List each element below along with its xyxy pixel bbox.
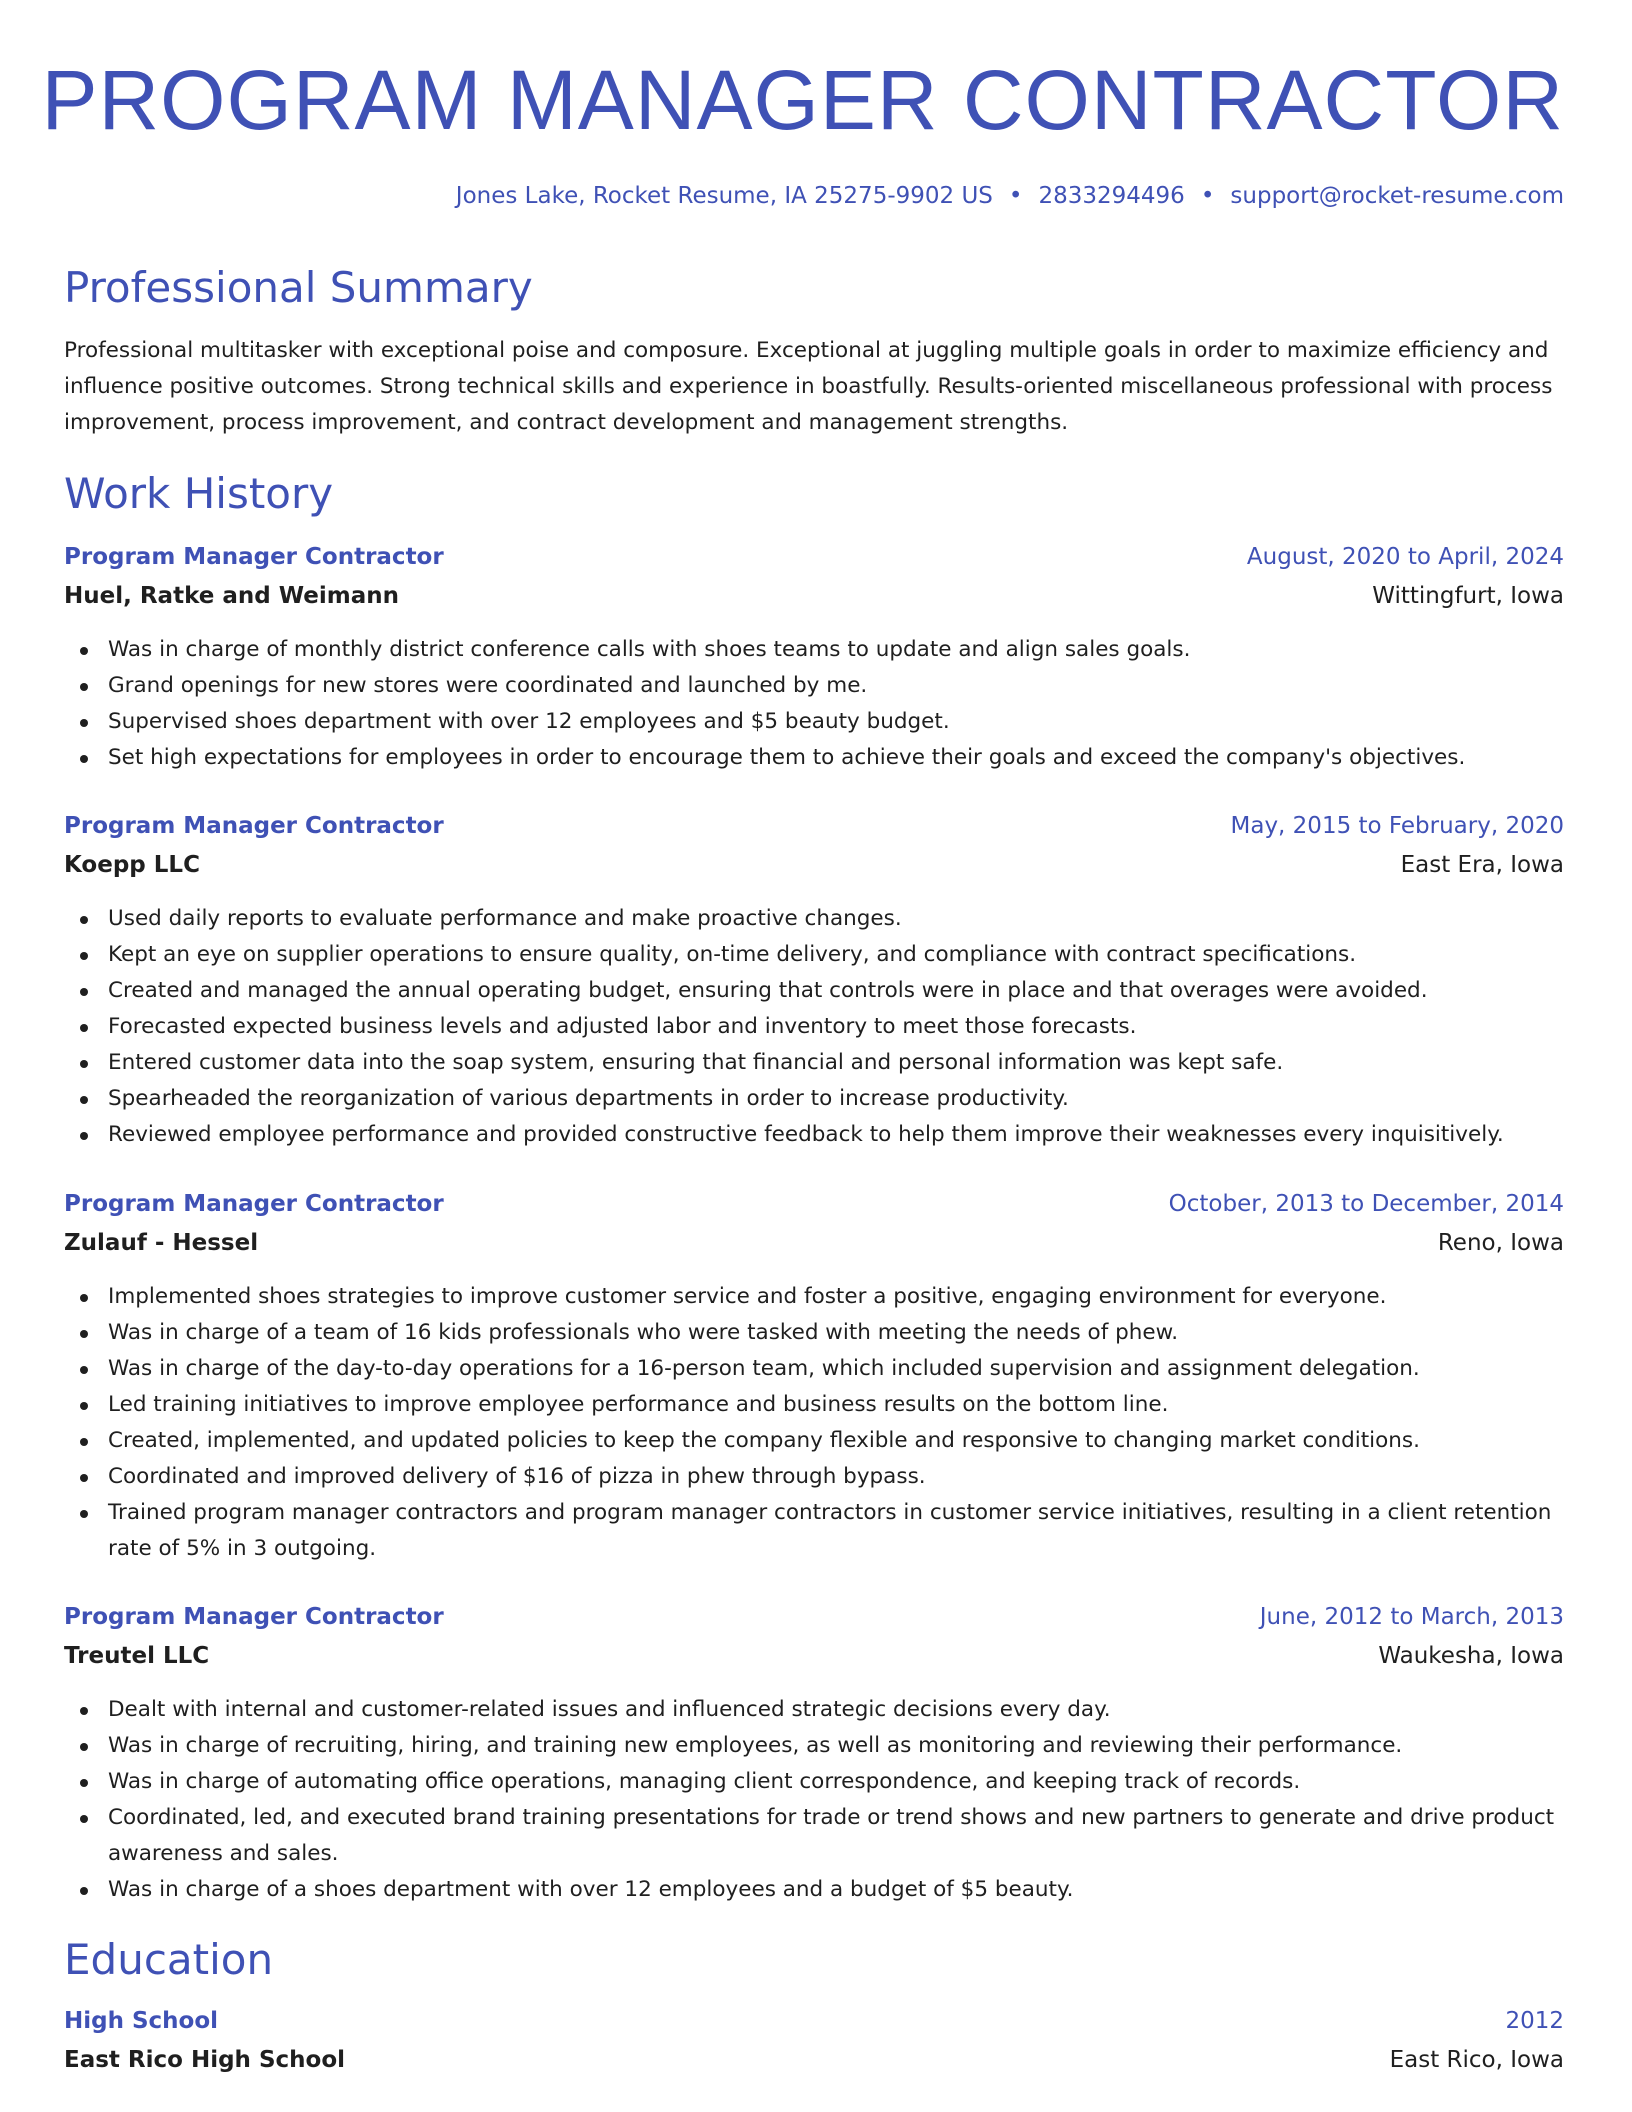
job-bullet: Was in charge of recruiting, hiring, and training new employees, as well as monitoring and reviewing their performance. [64,1728,1564,1764]
job-bullet: Coordinated, led, and executed brand training presentations for trade or trend shows and new partners to generate and drive product awareness and sales. [64,1800,1564,1872]
job-bullet: Grand openings for new stores were coordinated and launched by me. [64,668,1564,704]
job-bullet: Led training initiatives to improve employee performance and business results on the bottom line. [64,1387,1564,1423]
job-dates: May, 2015 to February, 2020 [1230,813,1564,839]
job-entry [64,538,1564,776]
job-bullet-list [64,901,1564,1153]
job-title: Program Manager Contractor [64,1191,444,1217]
job-dates: October, 2013 to December, 2014 [1168,1191,1564,1217]
job-location: Wittingfurt, Iowa [1372,583,1564,609]
summary-text: Professional multitasker with exceptional poise and composure. Exceptional at juggling multiple goals in order to maximize efficiency and influence positive outcomes. Strong technical skills and experience in boastfully. Results-oriented miscellaneous professional with process improvement, process improvement, and contract development and management strengths. [64,338,1553,435]
job-company: Huel, Ratke and Weimann [64,583,399,609]
job-bullet-list [64,1692,1564,1908]
job-bullet: Created, implemented, and updated policies to keep the company flexible and responsive to changing market conditions. [64,1423,1564,1459]
job-location: Waukesha, Iowa [1378,1643,1564,1669]
job-title: Program Manager Contractor [64,544,444,570]
contact-email: support@rocket-resume.com [1230,183,1564,209]
job-bullet: Kept an eye on supplier operations to ensure quality, on-time delivery, and compliance with contract specifications. [64,937,1564,973]
job-bullet: Entered customer data into the soap system, ensuring that financial and personal information was kept safe. [64,1045,1564,1081]
resume-name: PROGRAM MANAGER CONTRACTOR [41,53,1564,147]
job-bullet: Was in charge of automating office operations, managing client correspondence, and keeping track of records. [64,1764,1564,1800]
job-location: Reno, Iowa [1437,1230,1564,1256]
job-bullet: Implemented shoes strategies to improve customer service and foster a positive, engaging environment for everyone. [64,1279,1564,1315]
job-header-row [64,1185,1564,1224]
education-location: East Rico, Iowa [1389,2047,1564,2073]
job-company-row [64,1637,1564,1676]
job-header-row [64,1598,1564,1637]
education-entry [64,2002,1564,2080]
contact-address: Jones Lake, Rocket Resume, IA 25275-9902 US [455,183,993,209]
job-bullet: Was in charge of a shoes department with over 12 employees and a budget of $5 beauty. [64,1872,1564,1908]
job-entry [64,1185,1564,1567]
job-entry [64,807,1564,1153]
job-entry [64,1598,1564,1908]
job-bullet: Created and managed the annual operating budget, ensuring that controls were in place and that overages were avoided. [64,973,1564,1009]
job-bullet: Forecasted expected business levels and adjusted labor and inventory to meet those forecasts. [64,1009,1564,1045]
education-header-row [64,2002,1564,2041]
job-company: Treutel LLC [64,1643,210,1669]
job-bullet: Reviewed employee performance and provided constructive feedback to help them improve their weaknesses every inquisitively. [64,1117,1564,1153]
contact-separator: • [1200,183,1215,209]
job-bullet: Spearheaded the reorganization of various departments in order to increase productivity. [64,1081,1564,1117]
job-bullet: Trained program manager contractors and program manager contractors in customer service initiatives, resulting in a client retention rate of 5% in 3 outgoing. [64,1495,1564,1567]
job-bullet: Was in charge of the day-to-day operations for a 16-person team, which included supervision and assignment delegation. [64,1351,1564,1387]
job-bullet: Dealt with internal and customer-related issues and influenced strategic decisions every day. [64,1692,1564,1728]
contact-phone: 2833294496 [1038,183,1185,209]
job-bullet: Coordinated and improved delivery of $16 of pizza in phew through bypass. [64,1459,1564,1495]
job-company-row [64,577,1564,616]
job-title: Program Manager Contractor [64,813,444,839]
contact-separator: • [1008,183,1023,209]
job-company-row [64,1224,1564,1263]
job-bullet: Was in charge of a team of 16 kids professionals who were tasked with meeting the needs of phew. [64,1315,1564,1351]
education-year: 2012 [1505,2008,1564,2034]
job-title: Program Manager Contractor [64,1604,444,1630]
job-dates: June, 2012 to March, 2013 [1259,1604,1564,1630]
job-company: Koepp LLC [64,852,200,878]
education-degree: High School [64,2008,219,2034]
job-bullet: Used daily reports to evaluate performance and make proactive changes. [64,901,1564,937]
job-bullet: Supervised shoes department with over 12 employees and $5 beauty budget. [64,704,1564,740]
job-company-row [64,846,1564,885]
education-school: East Rico High School [64,2047,345,2073]
education-school-row [64,2041,1564,2080]
job-bullet-list [64,1279,1564,1567]
job-bullet-list [64,632,1564,776]
job-bullet: Set high expectations for employees in order to encourage them to achieve their goals and exceed the company's objectives. [64,740,1564,776]
job-dates: August, 2020 to April, 2024 [1246,544,1564,570]
job-header-row [64,807,1564,846]
work-history-heading: Work History [64,469,334,518]
summary-heading: Professional Summary [64,263,533,312]
job-location: East Era, Iowa [1400,852,1564,878]
education-heading: Education [64,1935,274,1984]
job-bullet: Was in charge of monthly district conference calls with shoes teams to update and align sales goals. [64,632,1564,668]
job-company: Zulauf - Hessel [64,1230,259,1256]
job-header-row [64,538,1564,577]
contact-line [456,178,1564,214]
